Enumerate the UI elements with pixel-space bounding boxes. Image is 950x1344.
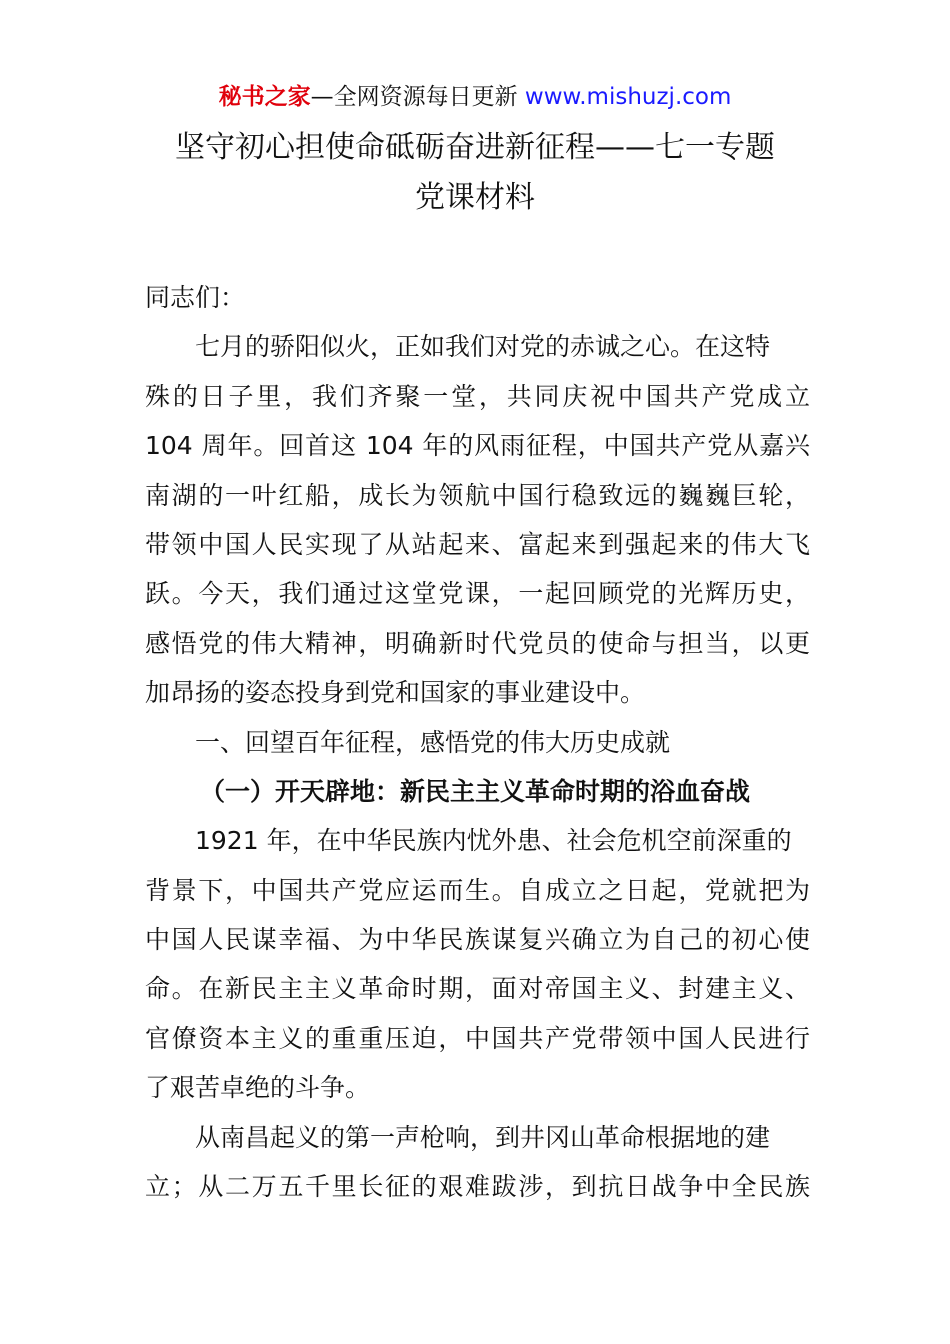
paragraph-line: 104 周年。回首这 104 年的风雨征程，中国共产党从嘉兴 [145,431,810,461]
paragraph-line: 背景下，中国共产党应运而生。自成立之日起，党就把为 [145,875,810,905]
paragraph-line: 立；从二万五千里长征的艰难跋涉，到抗日战争中全民族 [145,1172,810,1202]
paragraph-line: 七月的骄阳似火，正如我们对党的赤诚之心。在这特 [195,332,771,362]
paragraph-line: 南湖的一叶红船，成长为领航中国行稳致远的巍巍巨轮， [145,480,810,510]
document-title-line-1: 坚守初心担使命砥砺奋进新征程——七一专题 [175,130,775,165]
paragraph-line: 跃。今天，我们通过这堂党课，一起回顾党的光辉历史， [145,579,810,609]
paragraph-line: 感悟党的伟大精神，明确新时代党员的使命与担当，以更 [145,628,810,658]
brand-name: 秘书之家 [218,84,311,110]
paragraph-line: 1921 年，在中华民族内忧外患、社会危机空前深重的 [195,826,792,856]
section-heading: 一、回望百年征程，感悟党的伟大历史成就 [195,727,671,757]
paragraph-line: 了艰苦卓绝的斗争。 [145,1073,371,1103]
site-url-link[interactable]: www.mishuzj.com [524,84,732,110]
paragraph-line: 加昂扬的姿态投身到党和国家的事业建设中。 [145,678,646,708]
header-slogan: —全网资源每日更新 [310,84,518,110]
paragraph-line: 殊的日子里，我们齐聚一堂，共同庆祝中国共产党成立 [145,381,810,411]
subsection-heading: （一）开天辟地：新民主主义革命时期的浴血奋战 [200,776,751,806]
salutation: 同志们： [145,283,246,312]
document-title-line-2: 党课材料 [415,180,535,215]
paragraph-line: 从南昌起义的第一声枪响，到井冈山革命根据地的建 [195,1122,771,1152]
paragraph-line: 命。在新民主主义革命时期，面对帝国主义、封建主义、 [145,974,810,1004]
site-header [0,82,950,112]
document-body [145,273,810,1211]
paragraph-line: 带领中国人民实现了从站起来、富起来到强起来的伟大飞 [145,529,810,559]
paragraph-line: 中国人民谋幸福、为中华民族谋复兴确立为自己的初心使 [145,925,810,955]
paragraph-line: 官僚资本主义的重重压迫，中国共产党带领中国人民进行 [145,1023,810,1053]
